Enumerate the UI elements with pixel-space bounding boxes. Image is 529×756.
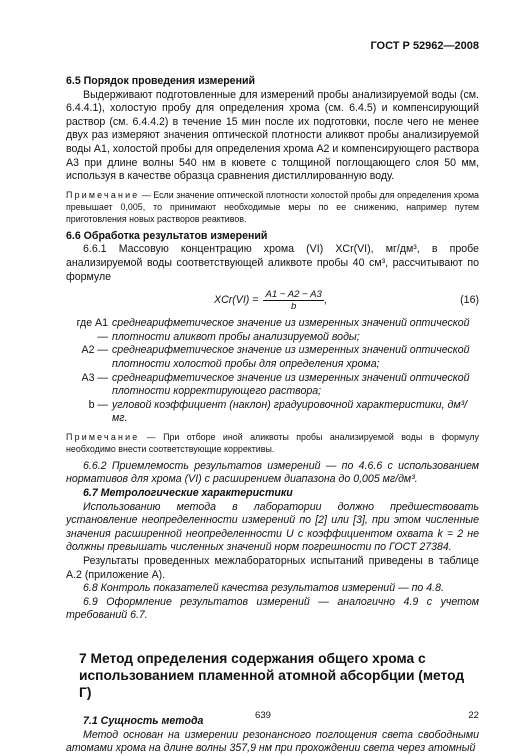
- where-symbol: A3 —: [81, 371, 108, 384]
- note-label: Примечание: [66, 431, 140, 442]
- section-6-7-title: 6.7 Метрологические характеристики: [83, 487, 293, 500]
- where-symbol: b —: [88, 398, 108, 411]
- note-text: — При отборе иной аликвоты пробы анализируемой воды в формулу необходимо внести соответствующие коррективы.: [66, 431, 479, 454]
- formula-numerator: A1 − A2 − A3: [265, 288, 322, 300]
- formula-lhs: XCr(VI) =: [214, 294, 259, 307]
- page-number-right: 22: [468, 710, 479, 721]
- note-6-6: [66, 431, 479, 455]
- where-symbol: A2 —: [81, 344, 108, 357]
- where-text: угловой коэффициент (наклон) градуировочной характеристики, дм³/мг.: [112, 398, 468, 425]
- section-6-9: 6.9 Оформление результатов измерений — аналогично 4.9 с учетом требований 6.7.: [66, 595, 479, 622]
- formula-16: [66, 285, 479, 315]
- standard-header: ГОСТ Р 52962—2008: [370, 40, 479, 52]
- formula-denominator: b: [290, 300, 297, 312]
- note-6-5: [66, 189, 479, 225]
- section-6-5-body: Выдерживают подготовленные для измерений пробы анализируемой воды (см. 6.4.4.1), холостую пробу для определения хрома (см. 6.4.5) и компенсирующий раствор (см. 6.4.4.2) в течение 15 мин после их подготовки, после чего не менее двух раз измеряют значения оптической плотности аликвот пробы анализируемой воды A1, холостой пробы для определения хрома A2 и компенсирующего раствора A3 при длине волны 540 нм в кювете с толщиной поглощающего слоя 50 мм, используя в качестве образца сравнения дистиллированную воду.: [66, 88, 479, 183]
- section-6-5-title: 6.5 Порядок проведения измерений: [66, 75, 255, 87]
- section-6-8: 6.8 Контроль показателей качества результатов измерений — по 4.8.: [83, 582, 444, 595]
- document-body: [66, 75, 479, 756]
- page-number-center: 639: [255, 710, 272, 721]
- formula-tail: ,: [323, 294, 327, 307]
- where-text: среднеарифметическое значение из измеренных значений оптической плотности аликвот пробы анализируемой воды;: [112, 317, 470, 343]
- section-6-6-1-body: 6.6.1 Массовую концентрацию хрома (VI) XCr(VI), мг/дм³, в пробе анализируемой воды соответствующей аликвоте пробы 40 см³, рассчитывают по формуле: [66, 243, 479, 283]
- formula-number: (16): [460, 294, 479, 307]
- section-7-title: 7 Метод определения содержания общего хрома с использованием пламенной атомной абсорбции (метод Г): [79, 651, 465, 700]
- section-7-1-body: Метод основан на измерении резонансного поглощения света свободными атомами хрома на длине волны 357,9 нм при прохождении света через атомный: [66, 728, 479, 755]
- section-7-1-title: 7.1 Сущность метода: [83, 715, 204, 727]
- where-text: среднеарифметическое значение из измеренных значений оптической плотности холостой пробы для определения хрома;: [112, 344, 470, 370]
- note-text: — Если значение оптической плотности холостой пробы для определения хрома превышает 0,005, то принимают необходимые меры по ее снижению, например путем приготовления новых растворов реактивов.: [66, 189, 479, 224]
- section-6-6-title: 6.6 Обработка результатов измерений: [66, 229, 268, 242]
- section-6-6-2-body: 6.6.2 Приемлемость результатов измерений — по 4.6.6 с использованием нормативов для хрома (VI) с расширением диапазона до 0,005 мг/дм³.: [66, 459, 479, 486]
- where-item: [66, 372, 479, 399]
- where-list: [66, 317, 479, 426]
- section-6-7-p1: Использованию метода в лаборатории должно предшествовать установление неопределенности измерений по [2] или [3], при этом численные значения расширенной неопределенности U с коэффициентом охвата k = 2 не должны превышать численных значений норм погрешности по ГОСТ 27384.: [66, 500, 479, 554]
- formula-fraction: [263, 289, 323, 312]
- where-text: среднеарифметическое значение из измеренных значений оптической плотности корректирующего раствора;: [112, 371, 470, 398]
- where-item: [66, 317, 479, 344]
- note-label: Примечание: [66, 189, 140, 200]
- where-item: [66, 344, 479, 371]
- where-item: [66, 399, 479, 426]
- section-6-7-p2: Результаты проведенных межлабораторных испытаний приведены в таблице А.2 (приложение А).: [66, 555, 479, 581]
- where-symbol: где A1 —: [76, 317, 108, 343]
